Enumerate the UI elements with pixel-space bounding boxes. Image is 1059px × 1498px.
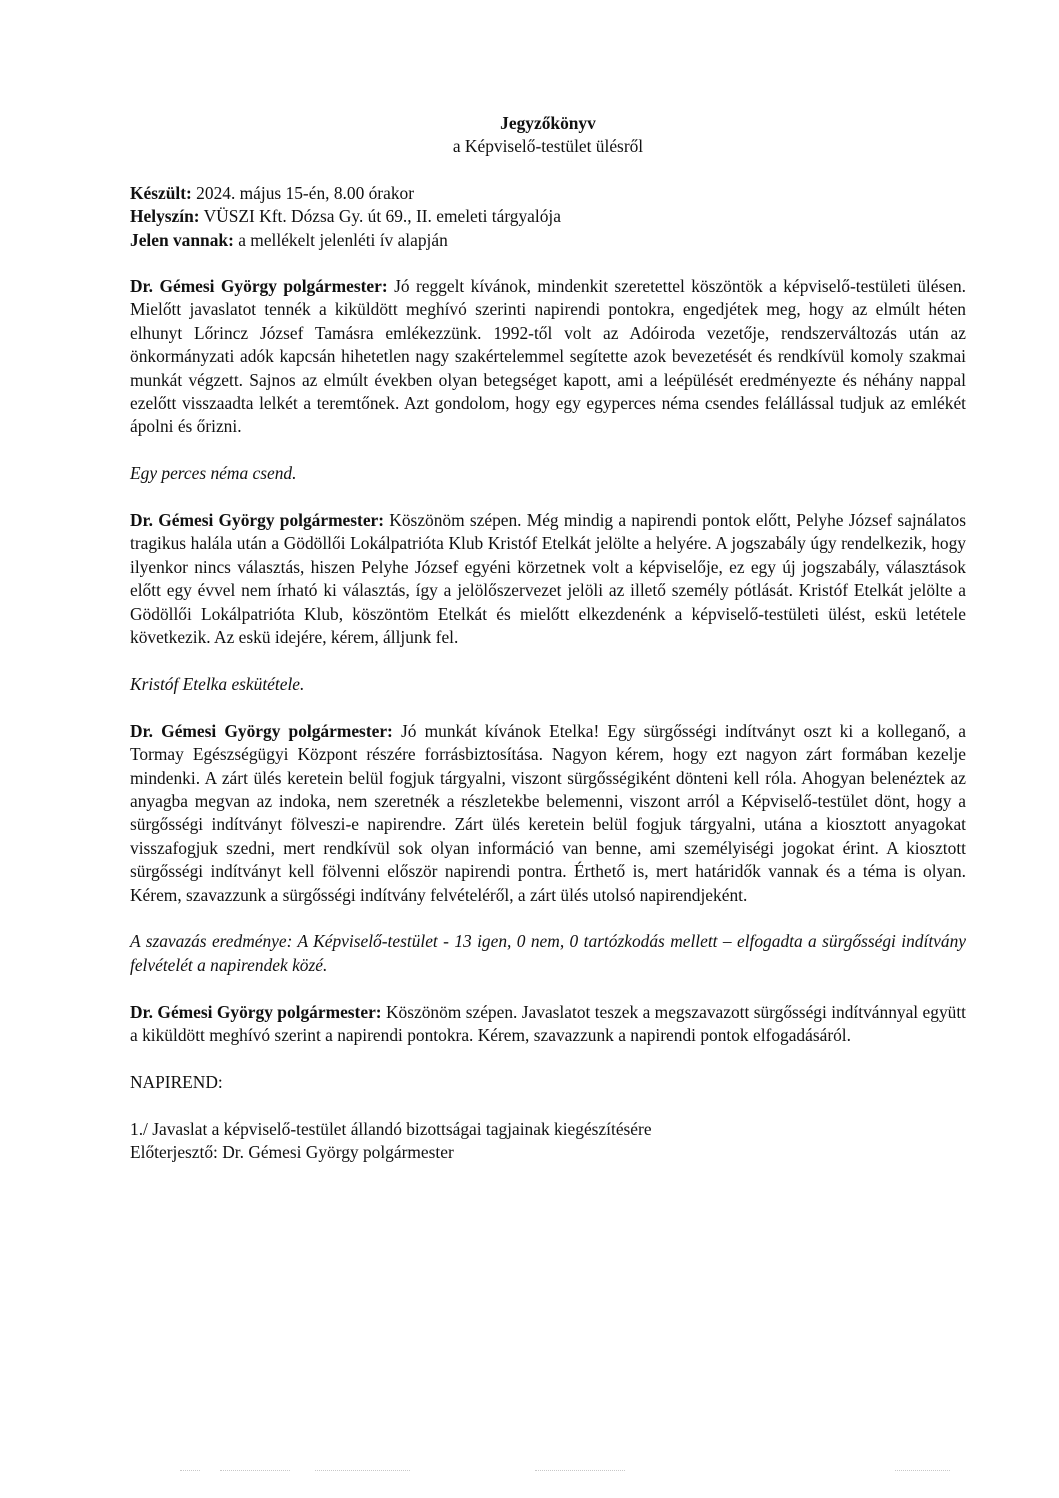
document-title: Jegyzőkönyv <box>500 113 596 133</box>
speech-text: Köszönöm szépen. Javaslatot teszek a megszavazott sürgősségi indítvánnyal együtt a kiküldött meghívó szerint a napirendi pontokra. Kérem, szavazzunk a napirendi pontok elfogadásáról. <box>130 1001 966 1045</box>
scan-dots <box>895 1470 950 1474</box>
speech-paragraph <box>130 275 966 439</box>
vote-result: A szavazás eredménye: A Képviselő-testület - 13 igen, 0 nem, 0 tartózkodás mellett – elfogadta a sürgősségi indítvány felvételét a napirendek közé. <box>130 931 966 975</box>
speech-paragraph <box>130 720 966 907</box>
speech-paragraph <box>130 1001 966 1048</box>
speaker-name: Dr. Gémesi György polgármester: <box>130 1001 382 1022</box>
meta-location <box>130 205 966 228</box>
scan-noise <box>150 1470 950 1480</box>
scan-dots <box>535 1470 625 1474</box>
procedural-note: Egy perces néma csend. <box>130 463 297 484</box>
document-subtitle: a Képviselő-testület ülésről <box>452 136 644 157</box>
document-page <box>130 112 966 1164</box>
meta-label: Jelen vannak: <box>130 229 234 250</box>
procedural-note: Kristóf Etelka eskütétele. <box>130 673 305 694</box>
agenda-item <box>130 1118 966 1165</box>
scan-dots <box>220 1470 290 1474</box>
meta-attendees <box>130 229 966 252</box>
agenda-item-title: 1./ Javaslat a képviselő-testület állandó bizottságai tagjainak kiegészítésére <box>130 1118 652 1139</box>
speaker-name: Dr. Gémesi György polgármester: <box>130 720 393 741</box>
meta-date <box>130 182 966 205</box>
speech-paragraph <box>130 509 966 649</box>
agenda-item-presenter: Előterjesztő: Dr. Gémesi György polgármester <box>130 1141 454 1162</box>
meta-value: a mellékelt jelenléti ív alapján <box>233 229 448 250</box>
meta-label: Készült: <box>130 182 192 203</box>
agenda-heading: NAPIREND: <box>130 1071 223 1092</box>
speech-text: Jó reggelt kívánok, mindenkit szeretettel köszöntök a képviselő-testületi ülésen. Mielőtt javaslatot tennék a kiküldött meghívó szerinti napirendi pontokra, engedjétek meg, hogy az elmúlt héten elhunyt Lőrincz József Tamásra emlékezzünk. 1992-től volt az Adóiroda vezetője, rendszerváltozás után az önkormányzati adók kapcsán hihetetlen nagy szakértelemmel segítette azok bevezetését és rendkívül komoly szakmai munkát végzett. Sajnos az elmúlt években olyan betegséget kapott, ami a leépülését eredményezte és néhány nappal ezelőtt visszaadta lelkét a teremtőnek. Azt gondolom, hogy egy egyperces néma csendes felállással tudjuk az emlékét ápolni és őrizni. <box>130 276 966 437</box>
meeting-meta <box>130 182 966 252</box>
meta-label: Helyszín: <box>130 206 200 227</box>
meta-value: 2024. május 15-én, 8.00 órakor <box>191 182 415 203</box>
scan-dots <box>180 1470 200 1474</box>
speech-text: Köszönöm szépen. Még mindig a napirendi pontok előtt, Pelyhe József sajnálatos tragikus halála után a Gödöllői Lokálpatrióta Klub Kristóf Etelkát jelölte a helyére. A jogszabály úgy rendelkezik, hogy ilyenkor nincs választás, hiszen Pelyhe József egyéni körzetnek volt a képviselője, ez egy új jogszabály, választások előtt egy évvel nem írható ki választás, így a jelölőszervezet jelöli az illető személy pótlását. Kristóf Etelkát jelölte a Gödöllői Lokálpatrióta Klub, köszöntöm Etelkát és mielőtt elkezdenénk a képviselő-testületi ülést, eskü letétele következik. Az eskü idejére, kérem, álljunk fel. <box>130 510 966 648</box>
speech-text: Jó munkát kívánok Etelka! Egy sürgősségi indítványt oszt ki a kolleganő, a Tormay Egészségügyi Központ részére forrásbiztosítása. Nagyon kérem, hogy ezt nagyon zárt formában kezelje mindenki. A zárt ülés keretein belül fogjuk tárgyalni, viszont sürgősségiként dönteni kell róla. Ahogyan belenéztek az anyagba megvan az indoka, nem szeretnék a részletekbe belemenni, viszont arról a Képviselő-testület dönt, hogy a sürgősségi indítványt fölveszi-e napirendre. Zárt ülés keretein belül fogjuk tárgyalni, utána a kiosztott anyagokat visszafogjuk szedni, mert rendkívül sok olyan információ van benne, ami személyiségi jogokat érint. A kiosztott sürgősségi indítványt kell fölvenni először napirendi pontra. Érthető is, mert határidők vannak és a téma is olyan. Kérem, szavazzunk a sürgősségi indítvány felvételéről, a zárt ülés utolsó napirendjeként. <box>130 720 966 905</box>
speaker-name: Dr. Gémesi György polgármester: <box>130 510 385 531</box>
speaker-name: Dr. Gémesi György polgármester: <box>130 276 388 297</box>
meta-value: VÜSZI Kft. Dózsa Gy. út 69., II. emeleti tárgyalója <box>199 206 561 227</box>
scan-dots <box>315 1470 410 1474</box>
